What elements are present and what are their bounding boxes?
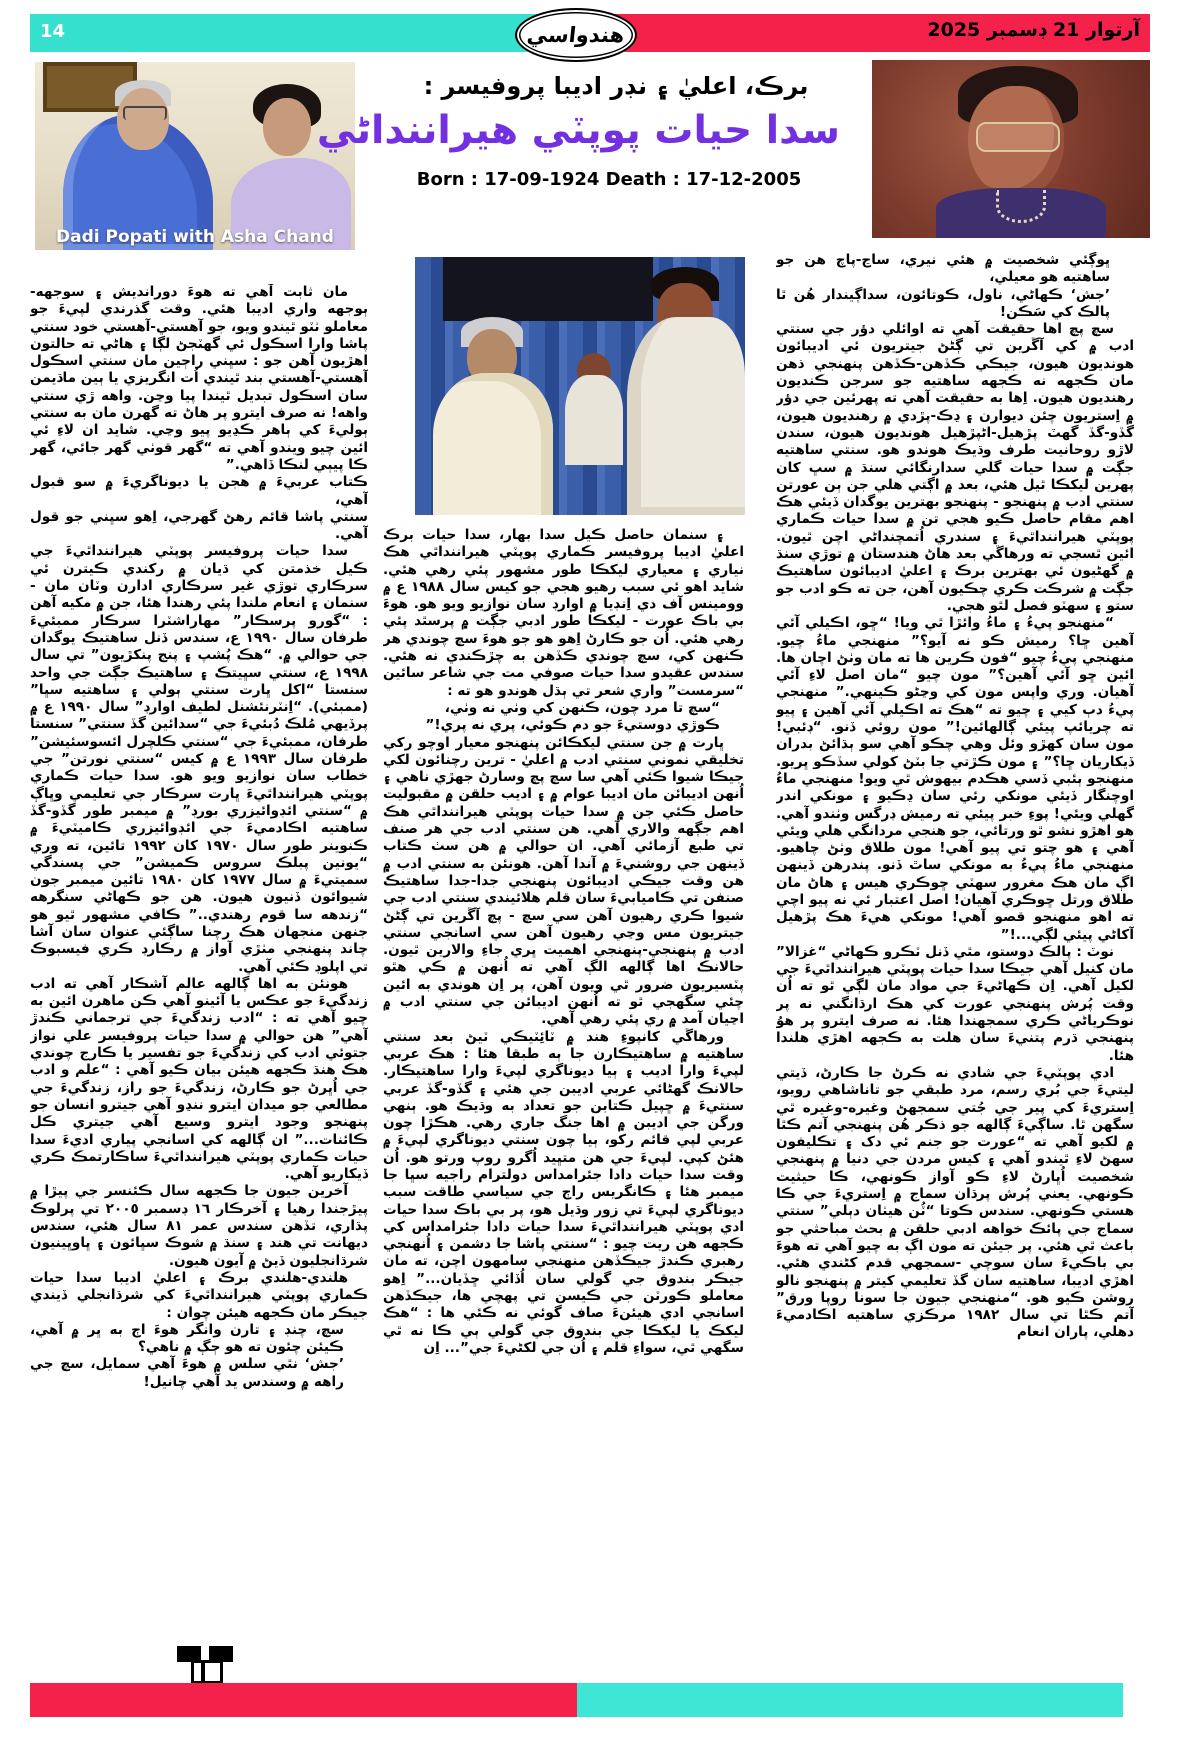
paragraph: نوٽ : پالڪ دوستو، مٿي ڏنل ٽڪرو ڪهاڻي “غزالا” مان کنيل آهي جيڪا سدا حيات پوپٽي هيراننداٿيءَ جي لکيل آهي. اِن ڪهاڻيءَ جي مواد مان لڳي ٿو ته اُن وقت پُرش پنهنجي عورت کي هڪ ارڌانگني نه پر نوڪرياڻي ڪري سمجهندا هئا. نه صرف ايترو پر هوُ پنهنجي ڌرم پتنيءَ سان هلت به ڪجهه اهڙي هلندا هئا.: [776, 943, 1134, 1064]
article-column-left: [30, 284, 368, 1650]
masthead-teal-bar: [30, 14, 572, 52]
born-death-line: Born : 17-09-1924 Death : 17-12-2005: [416, 169, 802, 190]
ceremony-man: [627, 317, 745, 515]
paragraph: آخرين جيون جا ڪجهه سال ڪئنسر جي پيڙا ۾ پيڙجندا رهيا ۽ آخرڪار ١٦ ڊسمبر ٢٠٠٥ تي پرلوڪ پڌاري، تڏهن سندس عمر ٨١ سال هئي، سندس ديهانت تي هند ۽ سنڌ ۾ شوڪ سڀائون ۽ ڀاوڀينيون شرڌانجليون ڏيڻ ۾ آيون هيون.: [30, 1183, 368, 1269]
paragraph: ڀارت ۾ جن سنتي ليکڪائن پنهنجو معيار اوچو رکي تخليقي نموني سنتي ادب ۾ اعليٰ - ترين رچنائون لکي جيڪا شيوا ڪئي آهي سا سچ پچ وسارڻ جهڙي ناهي ۽ اُنهن اديبائن مان اديبا عوام ۾ ۽ اديب حلقن ۾ مقبوليت حاصل ڪئي جن ۾ سدا حيات پوپٽي هيراننداٿي هڪ اهم جڳهه والاري آهي. هن سنتي ادب جي هر صنف تي طبع آزمائي آهي. ان حوالي ۾ هن سٺ ڪتاب ڏينهن جي روشنيءَ ۾ آندا آهن. هونئن به سنتي ادب ۾ هن وقت جيڪي اديبائون پنهنجي جدا-جدا ساهتيڪ صنفن تي ڪاميابيءَ سان قلم هلائيندي سنتي ادب جي شيوا ڪري رهيون آهن سي سچ - پچ آڱرين تي ڳڻڻ جيتريون مس وڃي رهيون آهن سي اسانجي سنتي ادب ۾ پنهنجي-پنهنجي اهميت ڀري جاءِ والارين ٿيون. حالانڪ اها ڳالهه الڳ آهي ته اُنهن ۾ ڪي هٿو پٽسيريون ضرور ٿي ويون آهن، پر اِن هوندي به ائين چئي سگهجي ٿو ته اُنهن اديبائن جي سنتي ادب ۾ اڃيان آمد ۾ ري پئي رهي آهي.: [383, 734, 744, 1028]
footer-red-bar: [30, 1683, 577, 1717]
newspaper-logo: [515, 8, 637, 62]
photo-portrait: [872, 60, 1150, 238]
paragraph: سنتي پاشا قائم رهڻ گهرجي، اِهو سڀني جو قول آهي.: [30, 508, 368, 543]
footer-teal-bar: [577, 1683, 1123, 1717]
paragraph: سچ پچ اها حقيقت آهي ته اوائلي دؤر جي سنتي ادب ۾ کي آڱرين تي ڳڻڻ جيتريون ئي اديبائون هونديون هيون، جيڪي ڪڏهن-ڪڏهن پنهنجي ذهن مان ڪجهه نه ڪجهه ساهتيه جو سرجن ڪنديون رهنديون هيون. اِها به حقيقت آهي ته پهرئين جي دؤر ۾ اِستريون چئن ديوارن ۽ ڍڪ-پڙدي ۾ رهنديون هيون، گڏو-گڏ گهٽ پڙهيل-اڻپڙهيل هونديون هيون، سندن لاڙو روحانيت طرف وڌيڪ هوندو هو. سنتي ساهتيه جڳت ۾ سدا حيات گلي سدارنگائي سنڌ ۾ سڀ کان پهرين ليکڪا ٿيل هئي، بعد ۾ اڳتي هلي جن ٻن عورتن سنتي ادب ۾ پنهنجو - پنهنجو بهترين يوگدان ڏيئي هڪ اهم مقام حاصل ڪيو هجي تن ۾ سدا حيات ڪماري پوپٽي هيراننداٿيءَ ۽ سندري اُتمچنداڻي اچن ٿيون. ائين ٿسجي ته ورهاڱي بعد هاڻ هندستان ۾ توڙي سنڌ ۾ گهڻيون ئي بهترين برڪ ۽ اعليٰ اديبائون ساهتيڪ جڳت ۾ شرڪت ڪري چڪيون آهن، جن ته ڪو ادب جو ستو ۽ سهٽو فصل لٿو هجي.: [776, 321, 1134, 614]
headline-kicker: برڪ، اعليٰ ۽ نڊر اديبا پروفيسر :: [423, 72, 809, 100]
article-column-right: [776, 252, 1134, 1655]
page-title: سدا حيات پوپٽي هيراننداڻي: [316, 108, 840, 153]
paragraph: ۽ سنمان حاصل ڪيل سدا بهار، سدا حيات برڪ اعليٰ اديبا پروفيسر ڪماري پوپٽي هيراننداٿي هڪ نياري ۽ معياري ليکڪا طور مشهور پئي رهي هئي. شايد اهو ئي سبب رهيو هجي جو کيس سال ١٩٨٨ ع ۾ وومينس آف دي اِنڊيا ۾ اوارڊ سان نوازيو ويو هو. هوءَ بي باڪ عورت - ليکڪا طور ادبي جڳت ۾ پرسٿد پئي رهي هئي. اُن جو ڪارڻ اِهو هو جو هوءَ سچ چوندي هر ڪنهن کي، سچ چوندي ڪڏهن به چڙڪندي نه هئي. سندس عقيدو سدا حيات صوفي مت جي شاعر سائين “سرمست” واري شعر تي ٻڌل هوندو هو ته :: [383, 527, 744, 699]
masthead-red-bar: [572, 14, 1150, 52]
paragraph: ڀوڳئي شخصيت ۾ هئي نيري، ساڃ-پاچ هن جو ساهتيه هو معيلي،: [776, 252, 1110, 286]
photo-caption: Dadi Popati with Asha Chand: [56, 227, 334, 247]
paragraph: ڪوڙي دوستيءَ جو دم ڪوئي، پري نه پري!”: [425, 717, 720, 734]
portrait-necklace: [996, 190, 1046, 223]
photo-award-ceremony: [415, 257, 745, 515]
paragraph: ’جش‘ نٿي سلس ۾ هوءَ آهي سمايل، سچ جي راهه ۾ وسندس يد آهي چانيل!: [30, 1356, 344, 1390]
ceremony-woman: [433, 373, 553, 515]
article-column-middle: [383, 527, 744, 1655]
paragraph: مان ثابت آهي ته هوءَ دورانديش ۽ سوجهه-ٻوجهه واري اديبا هئي. وقت گذرندي لپيءَ جو معاملو ٺٽو ٿيندو ويو، جو آهستي-آهستي خود سنتي پاشا وارا اسڪول ئي گهٽجڻ لڳا ۽ هاڻي ته حالتون اهڙيون آهن جو : سڀني راڄين مان سنتي اسڪول آهستي-آهستي بند ٿيندي اُت انگريزي يا ٻين ماڌيمن سان اسڪول تبديل ٿيندا پيا وڃن. واهه ڙي سنتي واهه! نه صرف ايترو پر هاڻ ته گهرن مان به سنتي ٻوليءَ کي ٻاهر ڪڍيو پيو وڃي. شايد ان لاءِ ئي ائين چيو ويندو آهي ته “گهر قوٺي گهر جائي، گهر ڪا پيٻي لنڪا ڏاهي.”: [30, 284, 368, 473]
paragraph: ’جش‘ ڪهاڻي، ناول، ڪوتائون، سداڳيندار هُن ٿا پالڪ کي سَڪن!: [776, 286, 1110, 320]
paragraph: “سچ تا مرد چون، ڪنهن کي وٺي نه وٺي،: [444, 699, 720, 716]
page-number: 14: [40, 21, 66, 42]
masthead: [30, 14, 1150, 52]
end-mark-striped-box: [191, 1660, 223, 1684]
paragraph: سدا حيات پروفيسر پوپٽي هيراننداٿيءَ جي ڪيل خذمتن کي ڌيان ۾ رکندي ڪيترن ئي سرڪاري توڙي غير سرڪاري ادارن وٽان مان - سنمان ۽ انعام ملندا پئي رهندا هئا، جن ۾ مکيه آهن : “گورو پرسڪار” مهاراشٽرا سرڪار ممبئيءَ طرفان سال ١٩٩٠ ع، سندس ڏنل ساهتيڪ يوگدان جي حوالي ۾. “هڪ پُشپ ۽ پنج پنکڙيون” تي سال ١٩٩٨ ع، سنتي سڀيتڪ ۽ ساهتيڪ جڳت جي واحد سنستا “اکل ڀارت سنتي ٻولي ۽ ساهتيه سڀا” (ممبئي). “اِنٽرنئشنل لطيف اوارڊ” سال ١٩٩٠ ع ۾ پرڏيهي مُلڪ دُبئيءَ جي “سدائين گڏ سنتي” سنستا طرفان، ممبئيءَ جي “سنتي ڪلچرل ائسوسئيشن” طرفان سال ١٩٩٣ ع ۾ کيس “سنتي نورتن” جي خطاب سان نوازيو ويو هو. سدا حيات ڪماري پوپٽي هيراننداٿيءَ ڀارت سرڪار جي تعليمي وڀاڳ ۾ “سنتي ائڊوائيزري بورڊ” ۾ ميمبر طور گڏو-گڏ ساهتيه اڪادميءَ جي ائڊوائيزري ڪاميٽيءَ ۾ ڪنوينر طور سال ١٩٧٠ کان ١٩٩٢ تائين، ته وري “يونين پبلڪ سروس ڪميشن” جي پسندگي سميتيءَ ۾ سال ١٩٧٧ کان ١٩٨٠ تائين ميمبر جون شيوائون ڏنيون هيون. هن جو ڪهاڻي سنگرهه “زندهه سا قوم رهندي..” ڪافي مشهور ٿيو هو جنهن منجهان هڪ رچنا ساڳئي عنوان سان آشا چاند پنهنجي مٺڙي آواز ۾ رڪارڊ ڪري فيسبوڪ تي اپلوڊ ڪئي آهي.: [30, 543, 368, 975]
newspaper-logo-text: هندواسي: [526, 23, 626, 47]
paragraph: ادي پوپٽيءَ جي شادي نه ڪرڻ جا ڪارڻ، ڏيتي ليتيءَ جي بُري رسم، مرد طبقي جو تاناشاهي رويو، اِستريءَ کي پير جي جُتي سمجهڻ وغيره-وغيره ٿي سگهن ٿا. ساڳيءَ ڳالهه جو ذڪر هُن پنهنجي آتم ڪٿا ۾ لکيو آهي ته “عورت جو جنم ئي دک ۽ تڪليفون سهڻ لاءِ ٿيندو آهي ۽ کيس مردن جي دنيا ۾ پنهنجي شخصيت اُڀارڻ لاءِ ڪو آواز ڪونهي، ڪا حيثيت ڪونهي. يعني پُرش پرڌان سماج ۾ اِستريءَ جي ڪا هستي ڪونهي. سندس ڪوتا “ٽُن هيٺان دٻلي” سنتي سماج جي پائڪ خواهه ادبي حلقن ۾ بحث مباحثي جو باعث ٿي هئي. پر جيئن ته مون اڳ به چيو آهي ته هوءَ بي باڪيءَ سان سوچي -سمجهي قدم کڻندي هئي. اهڙي اديبا، ساهتيه سان گڏ تعليمي کيتر ۾ پنهنجو نالو روشن ڪيو هو. “منهنجي جيون جا سونا روپا ورق” آتم ڪٿا تي سال ١٩٨٢ مرڪزي ساهتيه اڪادميءَ دهلي، پاران انعام: [776, 1064, 1134, 1341]
paragraph: سچ، چنڊ ۽ تارن وانگر هوءَ اڄ به ڀر ۾ آهي، ڪيئن چئون ته هو ڄڳ ۾ ناهي؟: [30, 1321, 344, 1356]
younger-woman-face: [263, 98, 311, 156]
end-of-article-mark: [177, 1646, 235, 1678]
portrait-glasses: [976, 122, 1060, 152]
paragraph: ورهاڱي کانپوءِ هند ۾ ٽائِٽيڪي ٽيڻ بعد سنتي ساهتيه ۾ ساهتيڪارن جا ٻه طبقا هئا : هڪ عربي لپيءَ وارا اديب ۽ ٻيا ديوناگري لپيءَ وارا ساهتيڪار. حالانڪ گهڻائي عربي اديبن جي هئي ۽ گڏو-گڏ عربي سنتيءَ ۾ ڇپيل ڪتابن جو تعداد به وڌيڪ هو. ٻنهي ورگن جي اديبن ۾ اها جنگ جاري رهي. هڪڙا چون عربي لپي قائم رکو، ٻيا چون سنتي ديوناگري لپيءَ ۾ هئڻ کپي. لپيءَ جي هن متڀيد اُگرو روپ ورتو هو. اُن وقت سدا حيات دادا جئرامداس دولترام راجيه سڀا جا ميمبر هئا ۽ ڪانگريس راڄ جي سياسي طاقت سبب ديوناگري لپيءَ تي زور وڌيل هو، پر بي باڪ سدا حيات ادي پوپٽي هيراننداٿيءَ سدا حيات دادا جئرامداس کي ڪجهه هن ريت چيو : “سنتي پاشا جا دشمن ۽ اُنهنجي رهبري ڪندڙ جيڪڏهن منهنجي سامهون اچن، ته مان جيڪر بندوق جي گولي سان اُڏائي ڇڏيان...” اِهو معاملو ڪورٽن جي ڪيسن تي پهچي ها، جيڪڏهن اسانجي ادي هيئنءَ صاف گوئي نه ڪئي ها : “هڪ ليکڪ يا ليکڪا جي بندوق جي گولي ٻي ڪا نه ٿي سگهي ٿي، سواءِ قلم ۽ اُن جي لکڻيءَ جي”... اِن: [383, 1028, 744, 1356]
masthead-date: آرتوار 21 ڊسمبر 2025: [927, 19, 1140, 41]
paragraph: ڪتاب عربيءَ ۾ هجن يا ديوناگريءَ ۾ سو قبول آهي،: [30, 474, 368, 508]
headline-block: [316, 72, 840, 190]
photo-dadi-popati-with-asha-chand: [35, 62, 355, 250]
elder-woman-glasses: [123, 106, 167, 120]
ceremony-dark-panel: [443, 257, 653, 321]
paragraph: هلندي-هلندي برڪ ۽ اعليٰ اديبا سدا حيات ڪماري پوپٽي هيراننداٿيءَ کي شرڌانجلي ڏيندي جيڪر مان ڪجهه هيئن چوان :: [30, 1269, 368, 1321]
paragraph: هونئن به اها ڳالهه عالم آشڪار آهي ته ادب زندگيءَ جو عڪس يا آئينو آهي ڪن ماهرن ائين به چيو آهي ته : “ادب زندگيءَ جي ترجماني ڪندڙ آهي” هن حوالي ۾ سدا حيات پروفيسر علي نواز جتوئي ادب کي زندگيءَ جو تفسير يا ڪارج چوندي هڪ هنڌ ڪجهه هيئن بيان ڪيو آهي : “علم و ادب جي اُڀرڻ جو ڪارڻ، زندگيءَ جو راز، زندگيءَ جي مطالعي جو ميدان ايترو ننڍو آهي جيترو انسان جو پنهنجو وجود ايترو وسيع آهي جيتري ڪل ڪائنات...” ان ڳالهه کي اسانجي پياري اديءَ سدا حيات ڪماري پوپٽي هيراننداٿيءَ ساڪارتمڪ ڪري ڏيکاريو آهي.: [30, 975, 368, 1183]
paragraph: “منهنجو پيءُ ۽ ماءُ وائڙا ٿي ويا! “ڇو، اڪيلي آئي آهين ڇا؟ رميش ڪو نه آيو؟” منهنجي ماءُ چيو. منهنجي پيءُ چيو “فون ڪرين ها ته مان وٺڻ اچان ها. ائين ڇو آئي آهين؟” مون چيو “مان اصل لاءِ آئي آهيان. وري واپس مون کي وڃڻو ڪينهي.” منهنجي پيءُ دٻ کيي ۽ چيو ته “هڪ ته اڪيلي آئي آهين ۽ پيو ته چريائپ پيئي ڳالهائين!” مون روئي ڏنو. “ڊئبي! مون سان کهڙو وئل وهي چڪو آهي سو ٻڌائڻ بدران ڏيکاريان ڇا؟” ۽ مون ڪڙتي جا بٽڻ کولي سڏڪو ڀريو. منهنجو ٻئبي ڏسي هڪدم بيهوش ٿي ويو! منهنجي ماءُ اوچنگار ڏيئي مونکي رئي سان ڍڪيو ۽ مونکي اندر گهلي ويئي! پوءِ خبر پيئي ته رميش ڊرگس وٺندو آهي. هو اهڙو نشو ٿو ورتائي، جو هنجي مردانگي هلي ويئي آهي ۽ هو چتو تي پيو آهي! مون طلاق وٺڻ چاهيو. منهنجي ماءُ پيءُ به مونکي ساٿ ڏنو. پندرهن ڏينهن اڳ مان هڪ مغرور سهٽي ڇوڪري هيس ۽ هاڻ مان طلاق ورتل ڇوڪري آهيان! اصل اعتبار ئي نه پيو اچي ته اهو منهنجو قصو آهي! مونکي هيءَ هڪ پڙهيل آکاڻي پيئي لڳي...!”: [776, 615, 1134, 943]
ceremony-background-person: [565, 375, 623, 465]
